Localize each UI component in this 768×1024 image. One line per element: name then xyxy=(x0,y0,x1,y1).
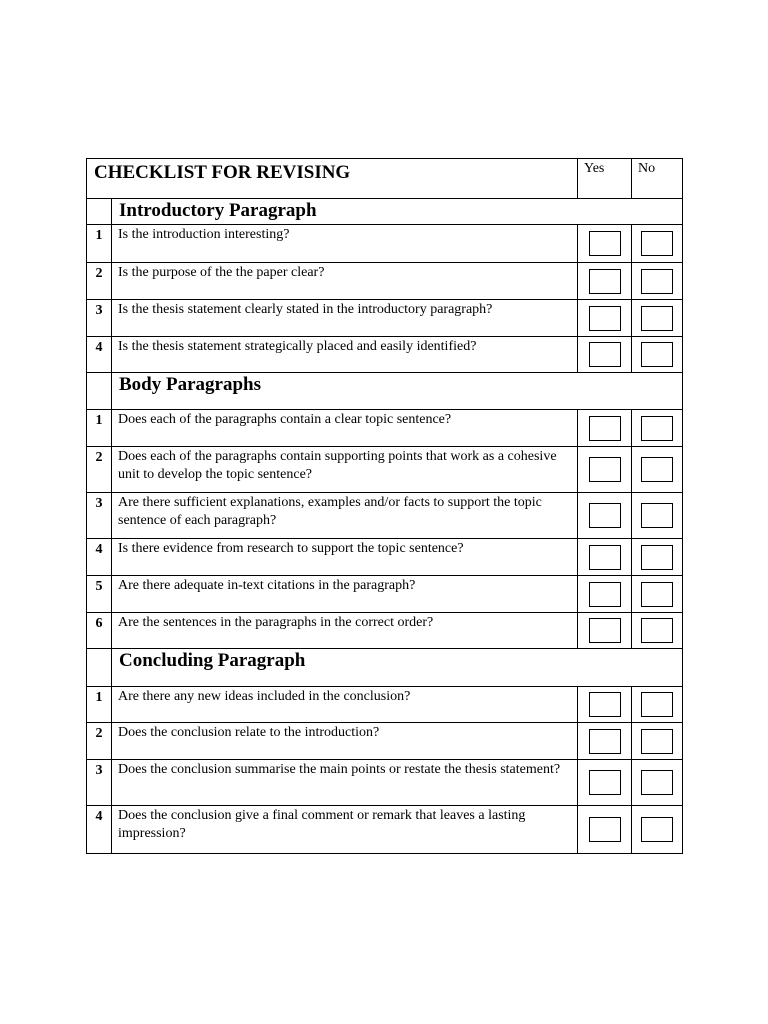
item-question: Is there evidence from research to support the topic sentence? xyxy=(112,539,578,576)
yes-checkbox[interactable] xyxy=(589,817,621,842)
item-number: 1 xyxy=(87,225,112,263)
checklist-row xyxy=(87,447,683,493)
yes-checkbox[interactable] xyxy=(589,416,621,441)
item-number: 3 xyxy=(87,300,112,337)
item-number: 1 xyxy=(87,410,112,447)
item-question: Does each of the paragraphs contain a clear topic sentence? xyxy=(112,410,578,447)
item-number: 2 xyxy=(87,447,112,493)
item-question: Does the conclusion give a final comment or remark that leaves a lasting impression? xyxy=(112,806,578,854)
yes-column-header: Yes xyxy=(578,159,632,199)
section-title-introductory: Introductory Paragraph xyxy=(112,199,683,225)
no-checkbox[interactable] xyxy=(641,306,673,331)
checklist-row xyxy=(87,263,683,300)
section-title-concluding: Concluding Paragraph xyxy=(112,649,683,687)
no-checkbox[interactable] xyxy=(641,457,673,482)
checklist-row xyxy=(87,687,683,723)
no-checkbox[interactable] xyxy=(641,269,673,294)
no-checkbox[interactable] xyxy=(641,231,673,256)
section-row xyxy=(87,199,683,225)
checklist-row xyxy=(87,225,683,263)
no-checkbox[interactable] xyxy=(641,416,673,441)
section-title-body: Body Paragraphs xyxy=(112,373,683,410)
revising-checklist-table xyxy=(86,158,683,854)
no-column-header: No xyxy=(632,159,683,199)
item-question: Does each of the paragraphs contain supporting points that work as a cohesive unit to develop the topic sentence? xyxy=(112,447,578,493)
item-number: 3 xyxy=(87,493,112,539)
yes-checkbox[interactable] xyxy=(589,306,621,331)
yes-checkbox[interactable] xyxy=(589,692,621,717)
item-number: 1 xyxy=(87,687,112,723)
checklist-row xyxy=(87,337,683,373)
yes-checkbox[interactable] xyxy=(589,503,621,528)
yes-checkbox[interactable] xyxy=(589,269,621,294)
checklist-row xyxy=(87,613,683,649)
no-checkbox[interactable] xyxy=(641,729,673,754)
yes-checkbox[interactable] xyxy=(589,457,621,482)
checklist-row xyxy=(87,760,683,806)
item-number: 3 xyxy=(87,760,112,806)
item-number: 4 xyxy=(87,539,112,576)
no-checkbox[interactable] xyxy=(641,618,673,643)
no-checkbox[interactable] xyxy=(641,545,673,570)
item-number: 6 xyxy=(87,613,112,649)
item-question: Does the conclusion summarise the main points or restate the thesis statement? xyxy=(112,760,578,806)
no-checkbox[interactable] xyxy=(641,770,673,795)
item-question: Is the thesis statement strategically placed and easily identified? xyxy=(112,337,578,373)
checklist-title: CHECKLIST FOR REVISING xyxy=(87,159,578,199)
checklist-row xyxy=(87,806,683,854)
checklist-row xyxy=(87,576,683,613)
yes-checkbox[interactable] xyxy=(589,618,621,643)
header-row xyxy=(87,159,683,199)
item-question: Are there any new ideas included in the conclusion? xyxy=(112,687,578,723)
yes-checkbox[interactable] xyxy=(589,231,621,256)
item-number: 4 xyxy=(87,806,112,854)
item-question: Does the conclusion relate to the introduction? xyxy=(112,723,578,760)
item-number: 4 xyxy=(87,337,112,373)
no-checkbox[interactable] xyxy=(641,817,673,842)
item-question: Is the purpose of the the paper clear? xyxy=(112,263,578,300)
checklist-row xyxy=(87,300,683,337)
no-checkbox[interactable] xyxy=(641,342,673,367)
section-row xyxy=(87,373,683,410)
item-question: Are there sufficient explanations, examples and/or facts to support the topic sentence of each paragraph? xyxy=(112,493,578,539)
yes-checkbox[interactable] xyxy=(589,770,621,795)
yes-checkbox[interactable] xyxy=(589,582,621,607)
checklist-row xyxy=(87,723,683,760)
item-question: Is the thesis statement clearly stated in the introductory paragraph? xyxy=(112,300,578,337)
item-number: 5 xyxy=(87,576,112,613)
section-row xyxy=(87,649,683,687)
item-question: Are the sentences in the paragraphs in the correct order? xyxy=(112,613,578,649)
yes-checkbox[interactable] xyxy=(589,545,621,570)
no-checkbox[interactable] xyxy=(641,692,673,717)
checklist-row xyxy=(87,493,683,539)
yes-checkbox[interactable] xyxy=(589,729,621,754)
item-number: 2 xyxy=(87,723,112,760)
checklist-row xyxy=(87,539,683,576)
no-checkbox[interactable] xyxy=(641,503,673,528)
no-checkbox[interactable] xyxy=(641,582,673,607)
item-question: Is the introduction interesting? xyxy=(112,225,578,263)
item-question: Are there adequate in-text citations in the paragraph? xyxy=(112,576,578,613)
yes-checkbox[interactable] xyxy=(589,342,621,367)
item-number: 2 xyxy=(87,263,112,300)
checklist-row xyxy=(87,410,683,447)
